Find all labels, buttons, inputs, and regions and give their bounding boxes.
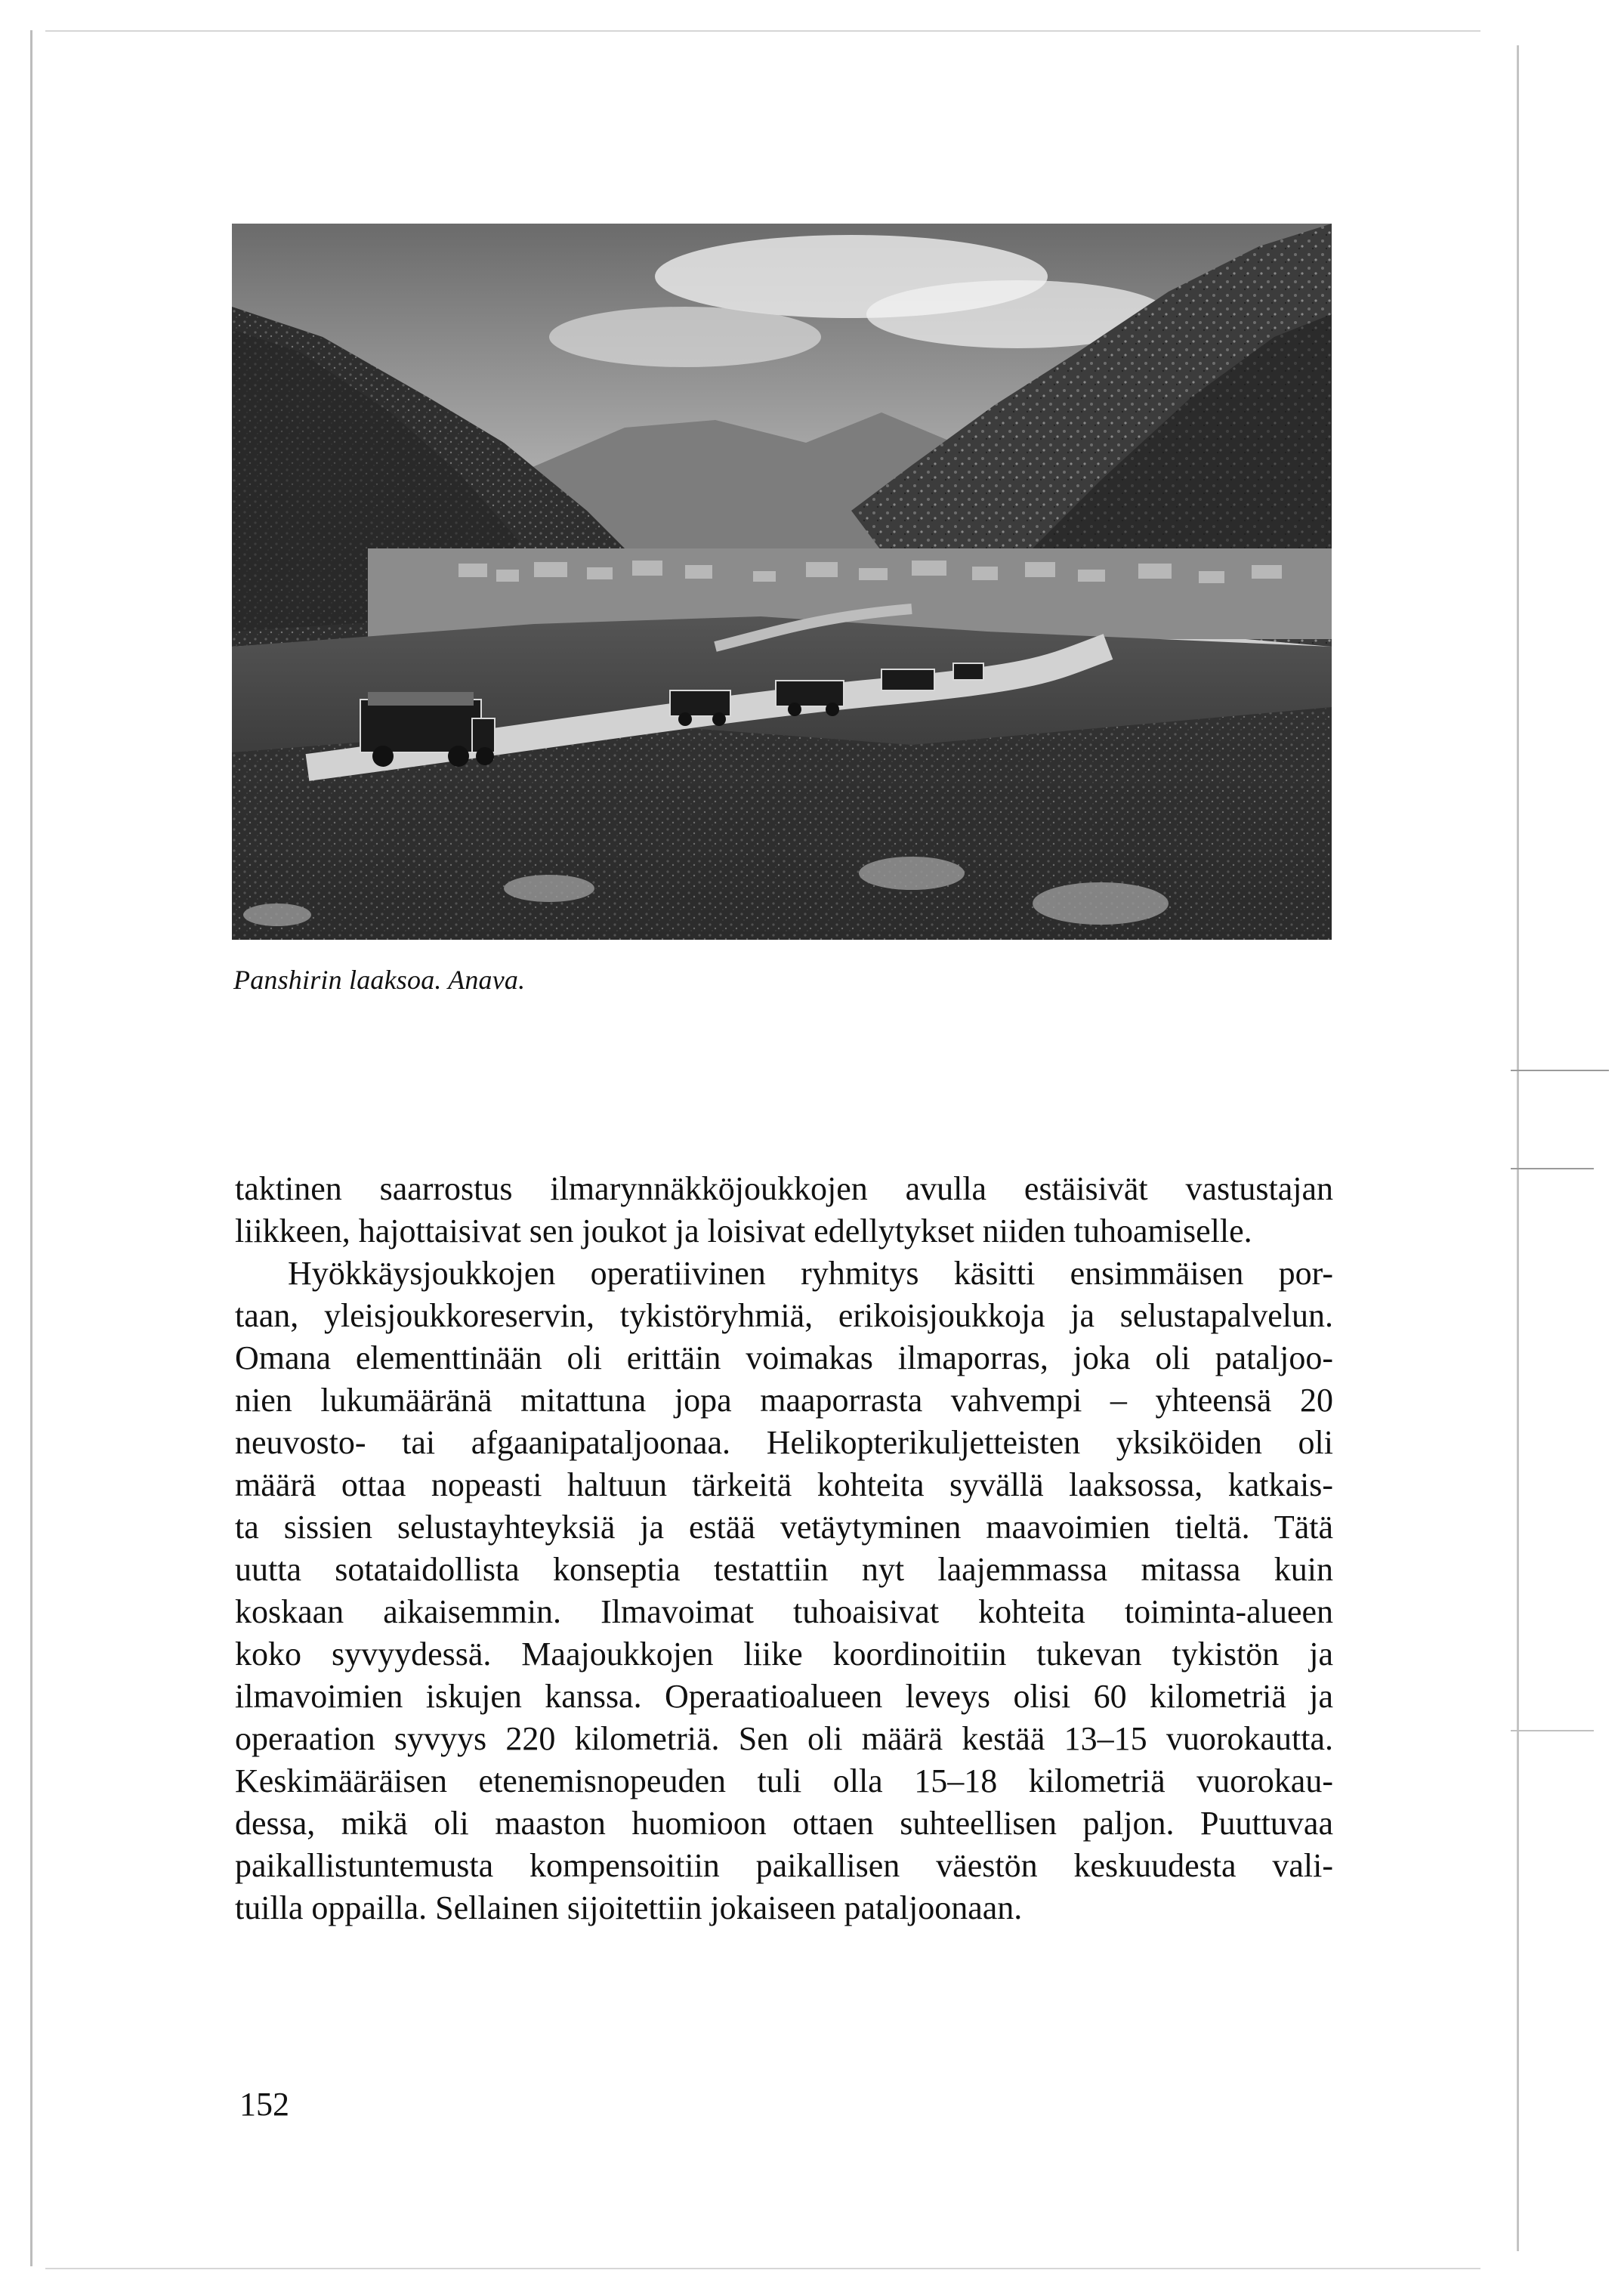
text-line: nien lukumääränä mitattuna jopa maaporrasta vahvempi – yhteensä 20: [235, 1382, 1333, 1419]
text-line: Omana elementtinään oli erittäin voimakas ilmaporras, joka oli pataljoo-: [235, 1339, 1333, 1376]
text-line: taan, yleisjoukkoreservin, tykistöryhmiä, erikoisjoukkoja ja selustapalvelun.: [235, 1297, 1333, 1334]
scan-edge-top: [45, 30, 1480, 32]
text-line: taktinen saarrostus ilmarynnäkköjoukkojen avulla estäisivät vastustajan: [235, 1170, 1333, 1207]
text-line: ta sissien selustayhteyksiä ja estää vetäytyminen maavoimien tieltä. Tätä: [235, 1509, 1333, 1546]
photo-caption: Panshirin laaksoa. Anava.: [233, 965, 526, 995]
text-line: operaation syvyys 220 kilometriä. Sen oli määrä kestää 13–15 vuorokautta.: [235, 1720, 1333, 1757]
text-line: paikallistuntemusta kompensoitiin paikallisen väestön keskuudesta vali-: [235, 1847, 1333, 1884]
scan-edge-left: [30, 30, 32, 2266]
text-line: uutta sotataidollista konseptia testattiin nyt laajemmassa mitassa kuin: [235, 1551, 1333, 1588]
text-line: koko syvyydessä. Maajoukkojen liike koordinoitiin tukevan tykistön ja: [235, 1636, 1333, 1673]
text-line: koskaan aikaisemmin. Ilmavoimat tuhoaisivat kohteita toiminta-alueen: [235, 1593, 1333, 1630]
valley-photo-illustration: [232, 224, 1332, 940]
text-line: dessa, mikä oli maaston huomioon ottaen suhteellisen paljon. Puuttuvaa: [235, 1805, 1333, 1842]
margin-tick: [1511, 1730, 1594, 1731]
text-line: Keskimääräisen etenemisnopeuden tuli olla 15–18 kilometriä vuorokau-: [235, 1762, 1333, 1799]
text-line: määrä ottaa nopeasti haltuun tärkeitä kohteita syvällä laaksossa, katkais-: [235, 1466, 1333, 1503]
text-line: Hyökkäysjoukkojen operatiivinen ryhmitys käsitti ensimmäisen por-: [288, 1255, 1333, 1292]
page-number: 152: [239, 2086, 289, 2123]
text-line: tuilla oppailla. Sellainen sijoitettiin jokaiseen pataljoonaan.: [235, 1889, 1023, 1926]
text-line: neuvosto- tai afgaanipataljoonaa. Helikopterikuljetteisten yksiköiden oli: [235, 1424, 1333, 1461]
text-line: ilmavoimien iskujen kanssa. Operaatioalueen leveys olisi 60 kilometriä ja: [235, 1678, 1333, 1715]
scan-edge-bottom: [45, 2268, 1480, 2269]
margin-tick: [1511, 1070, 1609, 1071]
text-line: liikkeen, hajottaisivat sen joukot ja loisivat edellytykset niiden tuhoamiselle.: [235, 1212, 1252, 1249]
valley-photograph: [232, 224, 1332, 940]
margin-tick: [1511, 1168, 1594, 1169]
scan-edge-right: [1517, 45, 1519, 2251]
body-text: [235, 1168, 1333, 1929]
